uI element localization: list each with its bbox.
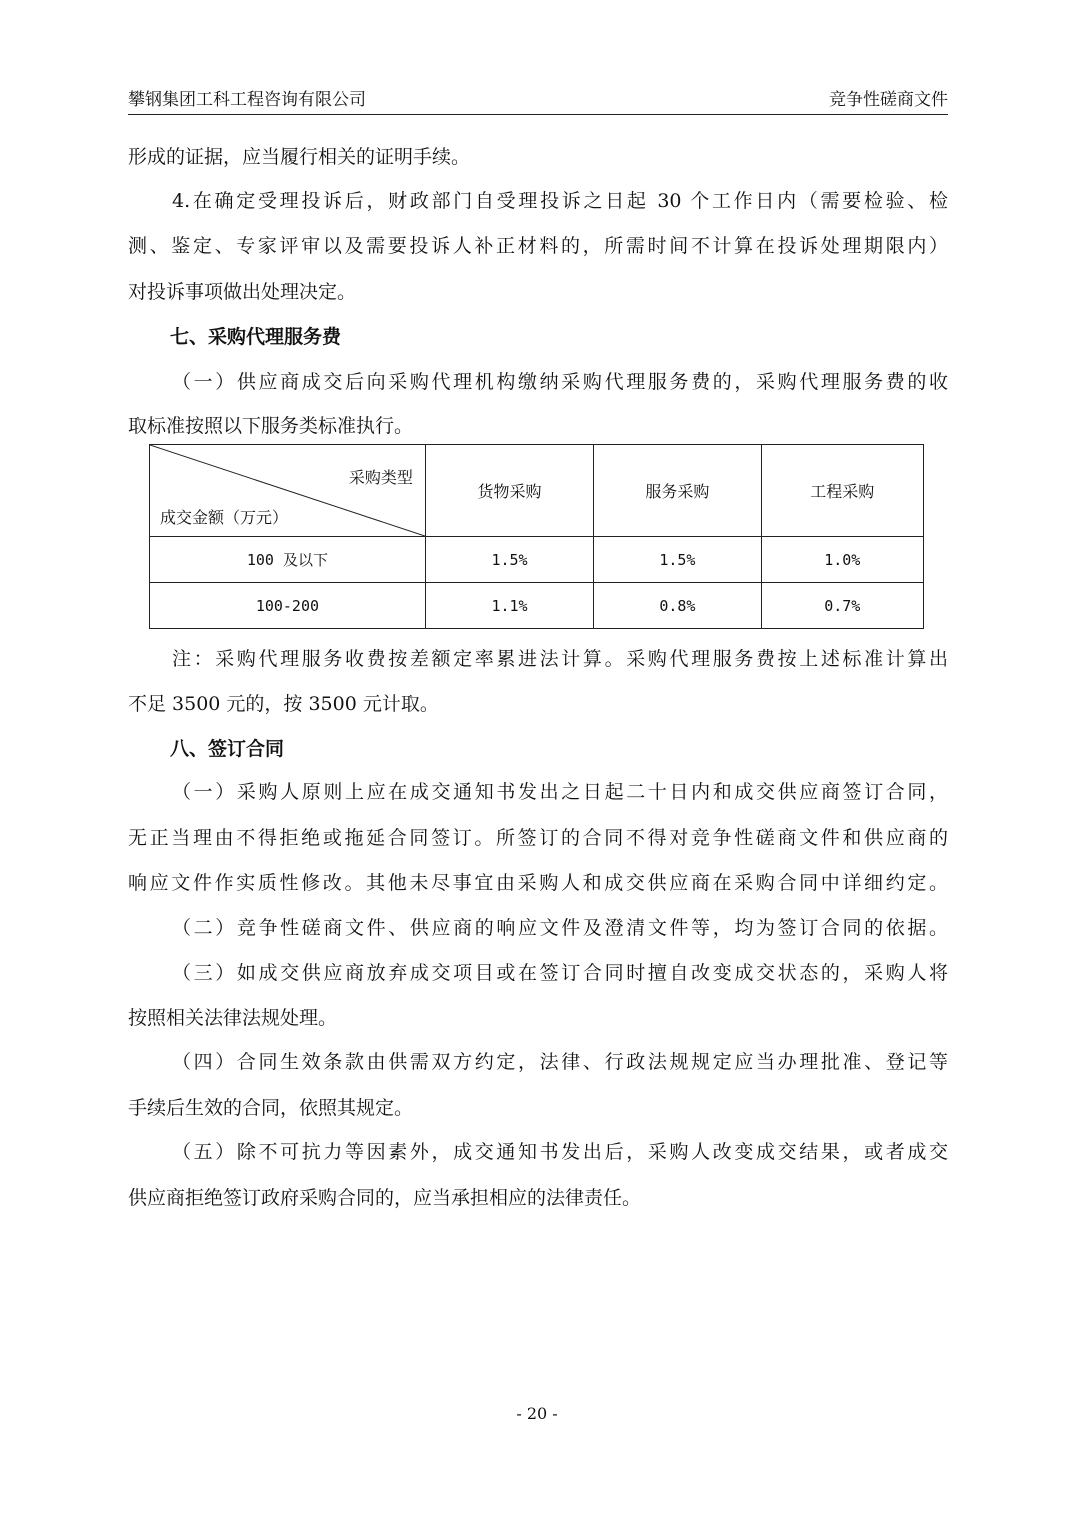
paragraph-line: 取标准按照以下服务类标准执行。: [128, 415, 414, 437]
column-header: 工程采购: [761, 445, 923, 537]
paragraph-line: 响应文件作实质性修改。其他未尽事宜由采购人和成交供应商在采购合同中详细约定。: [128, 872, 948, 894]
header-rule: [128, 114, 948, 115]
column-header: 货物采购: [425, 445, 593, 537]
corner-label-amount: 成交金额（万元）: [160, 508, 289, 527]
table-cell: 1.1%: [425, 583, 593, 629]
table-corner-cell: [150, 445, 426, 537]
paragraph-line: （五）除不可抗力等因素外，成交通知书发出后，采购人改变成交结果，或者成交: [172, 1141, 948, 1163]
paragraph-line: （一）采购人原则上应在成交通知书发出之日起二十日内和成交供应商签订合同，: [172, 781, 948, 803]
page-header: [128, 88, 948, 116]
table-cell: 1.0%: [761, 537, 923, 583]
note-line: 注：采购代理服务收费按差额定率累进法计算。采购代理服务费按上述标准计算出: [172, 648, 948, 670]
table-cell: 1.5%: [425, 537, 593, 583]
header-doc-title: 竞争性磋商文件: [829, 90, 948, 110]
row-label: 100 及以下: [150, 537, 426, 583]
paragraph-line: （一）供应商成交后向采购代理机构缴纳采购代理服务费的，采购代理服务费的收: [172, 371, 948, 393]
paragraph-line: 形成的证据，应当履行相关的证明手续。: [128, 146, 471, 168]
table-row: [150, 583, 924, 629]
note-line: 不足 3500 元的，按 3500 元计取。: [128, 693, 439, 715]
header-company: 攀钢集团工科工程咨询有限公司: [128, 90, 366, 110]
table-cell: 0.7%: [761, 583, 923, 629]
table-row: [150, 537, 924, 583]
paragraph-line: 按照相关法律法规处理。: [128, 1007, 338, 1029]
paragraph-line: （四）合同生效条款由供需双方约定，法律、行政法规规定应当办理批准、登记等: [172, 1051, 948, 1073]
page-number: - 20 -: [516, 1404, 558, 1423]
column-header: 服务采购: [594, 445, 761, 537]
table-cell: 1.5%: [594, 537, 761, 583]
service-fee-table: [149, 444, 924, 629]
corner-label-type: 采购类型: [348, 468, 413, 487]
paragraph-line: 供应商拒绝签订政府采购合同的，应当承担相应的法律责任。: [128, 1187, 642, 1209]
paragraph-line: 对投诉事项做出处理决定。: [128, 281, 357, 303]
paragraph-line: 4.在确定受理投诉后，财政部门自受理投诉之日起 30 个工作日内（需要检验、检: [172, 190, 948, 212]
paragraph-line: （二）竞争性磋商文件、供应商的响应文件及澄清文件等，均为签订合同的依据。: [172, 917, 948, 939]
section-heading-8: 八、签订合同: [170, 738, 285, 760]
paragraph-line: 无正当理由不得拒绝或拖延合同签订。所签订的合同不得对竞争性磋商文件和供应商的: [128, 827, 948, 849]
table-cell: 0.8%: [594, 583, 761, 629]
paragraph-line: （三）如成交供应商放弃成交项目或在签订合同时擅自改变成交状态的，采购人将: [172, 962, 948, 984]
paragraph-line: 测、鉴定、专家评审以及需要投诉人补正材料的，所需时间不计算在投诉处理期限内）: [128, 235, 948, 257]
row-label: 100-200: [150, 583, 426, 629]
paragraph-line: 手续后生效的合同，依照其规定。: [128, 1097, 414, 1119]
section-heading-7: 七、采购代理服务费: [170, 326, 342, 348]
